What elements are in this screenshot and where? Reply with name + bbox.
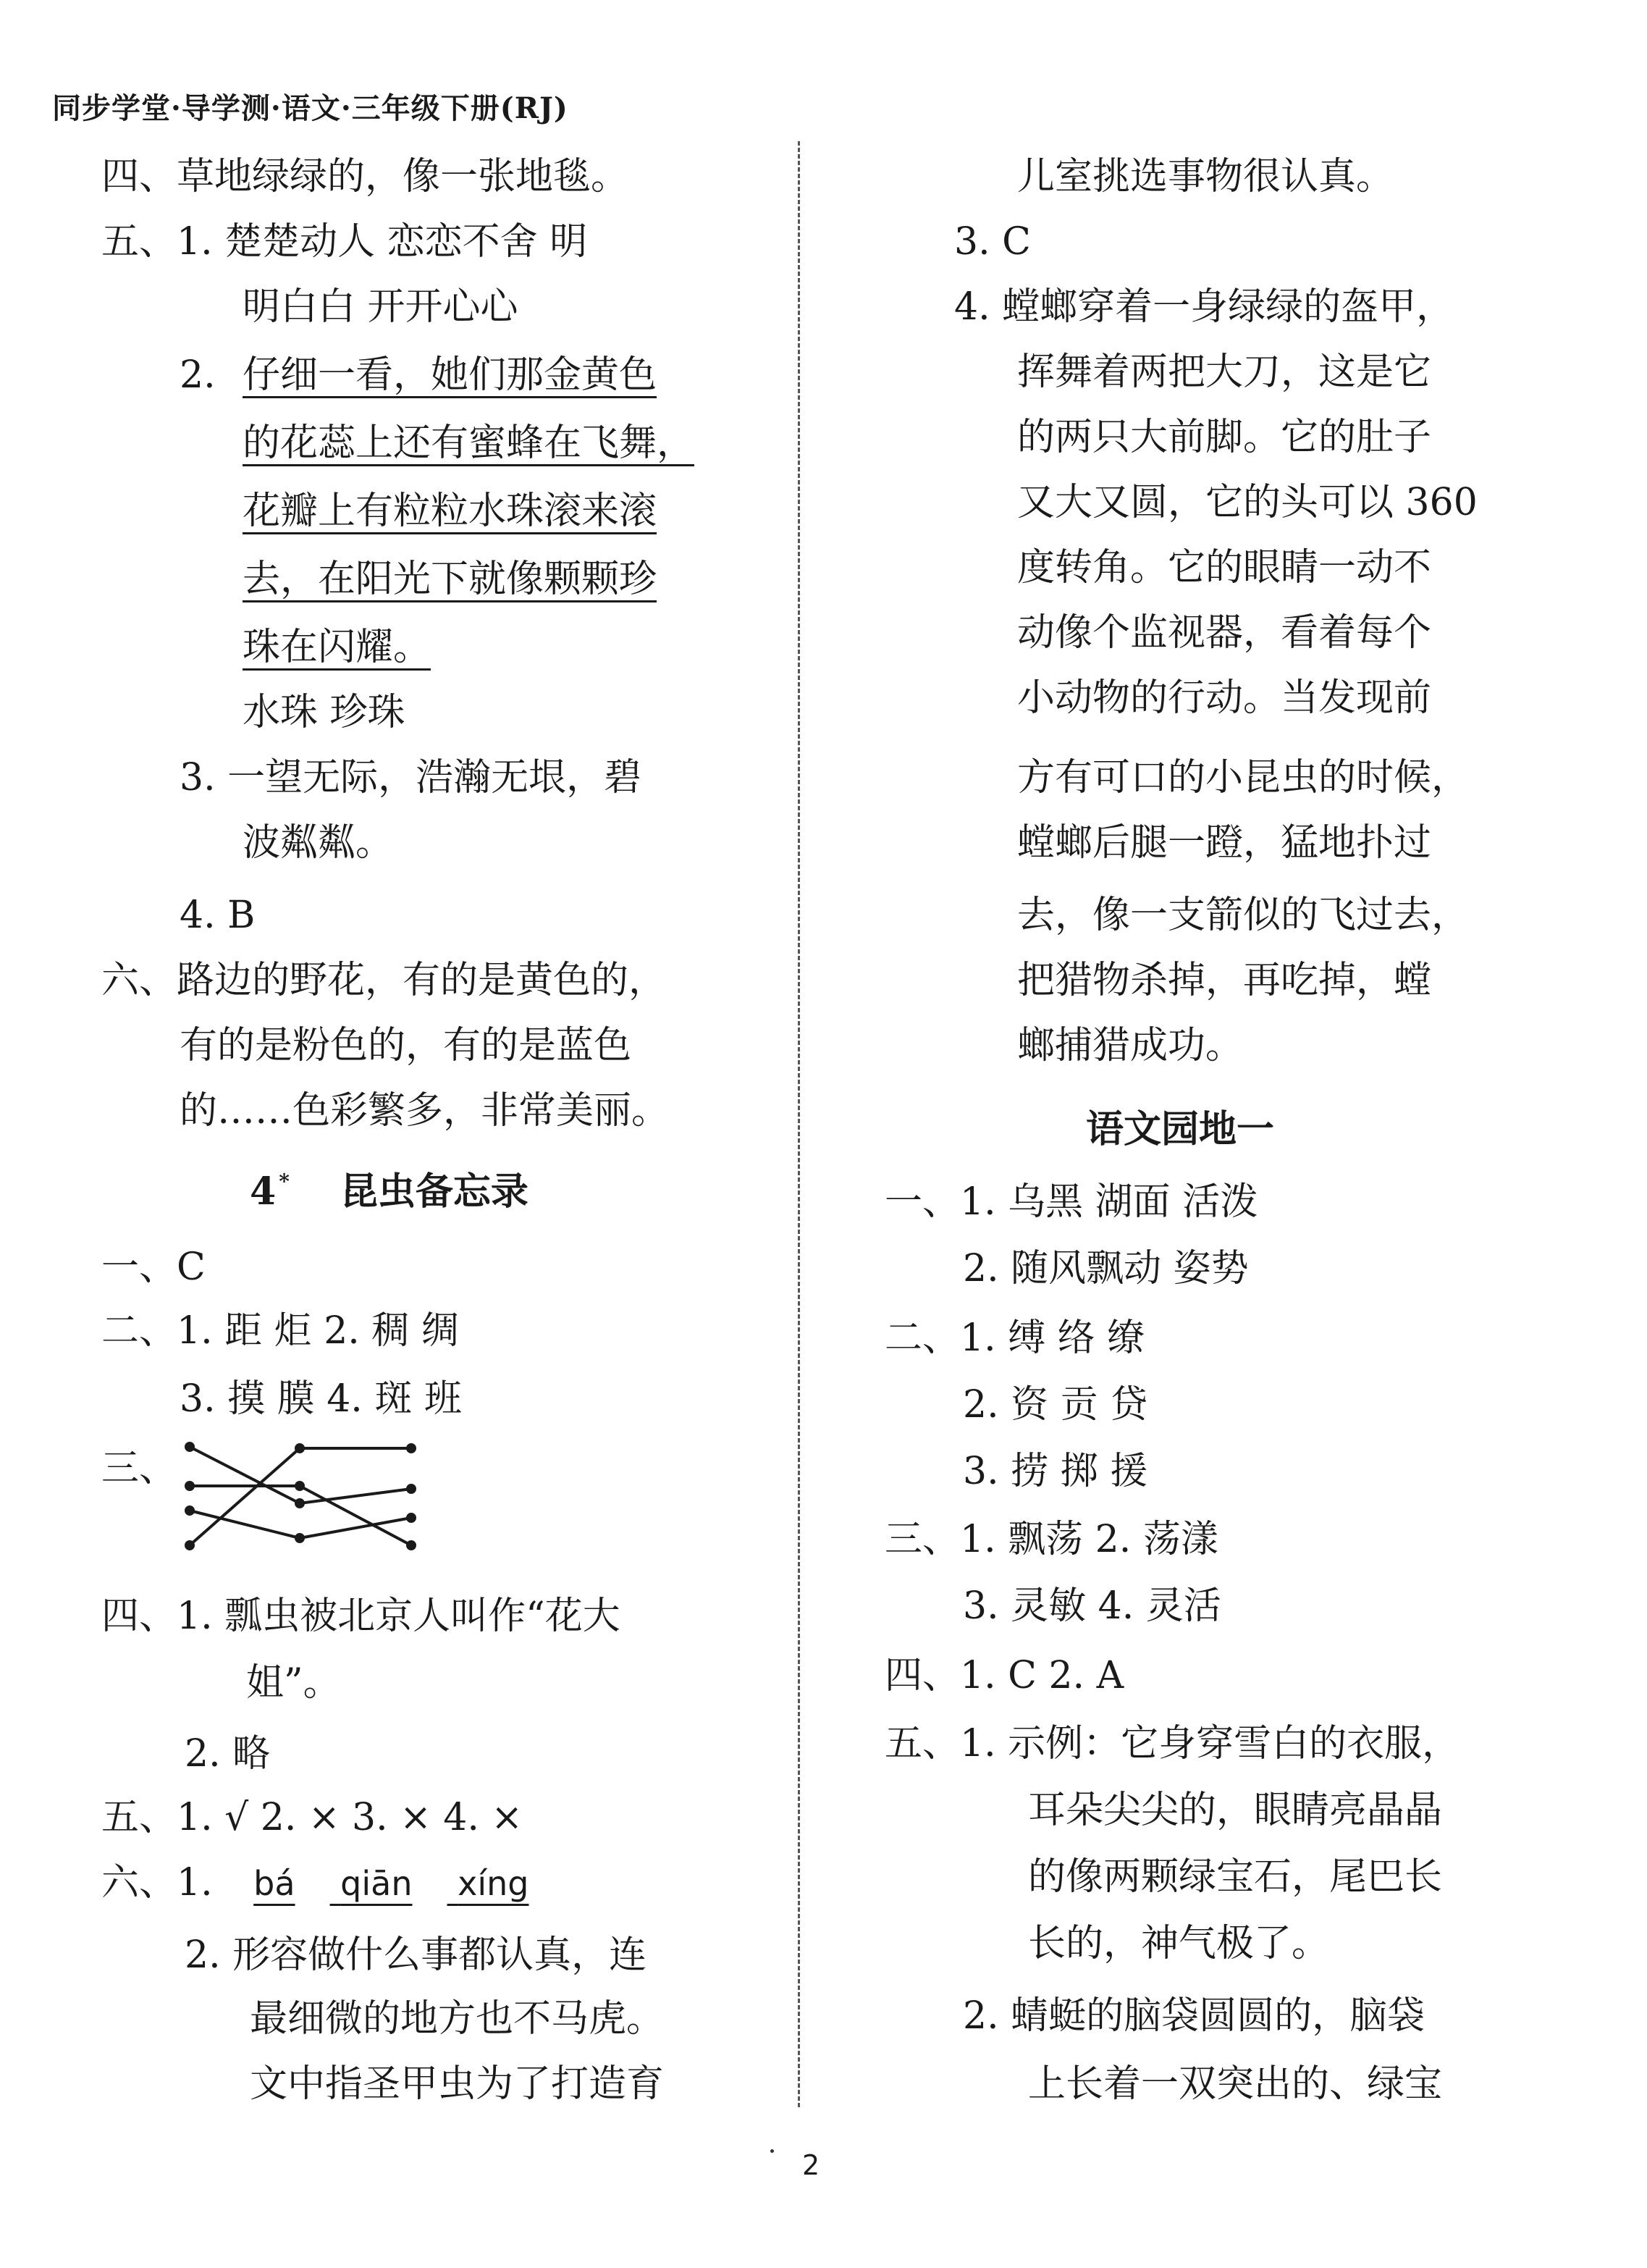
garden-2-1: 二、1. 缚 络 缭: [885, 1316, 1145, 1360]
match-dot: [408, 1445, 415, 1452]
answer-5-1: 五、1. 楚楚动人 恋恋不舍 明: [101, 220, 588, 264]
garden-5-1-cont: 长的，神气极了。: [1028, 1922, 1330, 1965]
match-dot: [296, 1500, 303, 1507]
garden-5-2-cont: 上长着一双突出的、绿宝: [1028, 2062, 1443, 2106]
answer-6-cont: 的……色彩繁多，非常美丽。: [180, 1089, 670, 1133]
right-answer-4-cont: 动像个监视器，看着每个: [1017, 611, 1432, 655]
match-dot: [408, 1485, 415, 1492]
answer-4: 四、草地绿绿的，像一张地毯。: [101, 155, 629, 198]
garden-4: 四、1. C 2. A: [885, 1654, 1124, 1697]
right-answer-4-cont: 又大又圆，它的头可以 360: [1017, 481, 1478, 524]
garden-1-2: 2. 随风飘动 姿势: [963, 1247, 1249, 1290]
lesson-name: 昆虫备忘录: [340, 1169, 528, 1214]
right-continuation: 儿室挑选事物很认真。: [1017, 155, 1394, 198]
q6-answer: [101, 1860, 528, 1907]
match-line: [190, 1447, 300, 1503]
match-dot: [186, 1542, 193, 1549]
garden-5-1: 五、1. 示例：它身穿雪白的衣服，: [885, 1722, 1460, 1765]
lesson-4-title: [250, 1169, 528, 1221]
pinyin-word: qiān: [340, 1864, 413, 1903]
garden-5-1-cont: 耳朵尖尖的，眼睛亮晶晶: [1028, 1789, 1443, 1832]
column-divider: [798, 141, 800, 2107]
answer-5-2-line: 去，在阳光下就像颗颗珍: [243, 558, 657, 601]
garden-2-2: 2. 资 贡 贷: [963, 1383, 1148, 1427]
decorative-dot: [770, 2149, 774, 2153]
match-dot: [408, 1514, 415, 1521]
answer-5-2-line: 花瓣上有粒粒水珠滚来滚: [243, 490, 657, 533]
pinyin-group: [253, 1864, 528, 1903]
answer-5-4: 4. B: [180, 894, 256, 937]
match-line: [190, 1511, 300, 1538]
right-answer-4: 4. 螳螂穿着一身绿绿的盔甲，: [954, 285, 1454, 329]
pinyin-word: bá: [253, 1864, 295, 1903]
match-dot: [186, 1482, 193, 1490]
right-answer-4-cont: 去，像一支箭似的飞过去，: [1017, 894, 1470, 937]
garden-2-3: 3. 捞 掷 援: [963, 1450, 1148, 1493]
answer-5-2-words: 水珠 珍珠: [243, 691, 405, 734]
q3-label: 三、: [101, 1447, 177, 1490]
right-answer-4-cont: 度转角。它的眼睛一动不: [1017, 546, 1432, 589]
match-dot: [296, 1445, 303, 1452]
answer-6-cont: 有的是粉色的，有的是蓝色: [180, 1024, 632, 1067]
right-answer-4-cont: 螂捕猎成功。: [1017, 1024, 1244, 1067]
answer-5-1-cont: 明白白 开开心心: [243, 285, 518, 329]
match-dot: [296, 1534, 303, 1542]
q4-answer-cont: 姐”。: [246, 1661, 341, 1705]
q6-prefix: 六、1.: [101, 1861, 213, 1904]
garden-5-2: 2. 蜻蜓的脑袋圆圆的，脑袋: [963, 1994, 1425, 2038]
q1-answer: 一、C: [101, 1246, 206, 1289]
q2-answer: 二、1. 距 炬 2. 稠 绸: [101, 1309, 459, 1353]
q6-2-answer-cont: 最细微的地方也不马虎。: [250, 1997, 665, 2041]
right-answer-4-cont: 的两只大前脚。它的肚子: [1017, 416, 1432, 459]
section-title: 语文园地一: [1086, 1107, 1275, 1151]
answer-6: 六、路边的野花，有的是黄色的，: [101, 959, 667, 1002]
right-answer-4-cont: 方有可口的小昆虫的时候，: [1017, 756, 1470, 799]
answer-5-2-line: 珠在闪耀。: [243, 626, 431, 669]
q2-answer-cont: 3. 摸 膜 4. 斑 班: [180, 1377, 462, 1421]
matching-diagram: [180, 1431, 426, 1576]
garden-5-1-cont: 的像两颗绿宝石，尾巴长: [1028, 1855, 1443, 1899]
answer-5-2-num: 2.: [180, 353, 216, 397]
page-number: 2: [802, 2149, 820, 2181]
match-dot: [408, 1542, 415, 1549]
right-answer-4-cont: 把猎物杀掉，再吃掉，螳: [1017, 959, 1432, 1002]
pinyin-word: xíng: [458, 1864, 529, 1903]
right-answer-4-cont: 挥舞着两把大刀，这是它: [1017, 350, 1432, 394]
q5-answer: 五、1. √ 2. × 3. × 4. ×: [101, 1796, 523, 1839]
right-answer-3: 3. C: [954, 220, 1031, 264]
answer-5-2-line: 仔细一看，她们那金黄色: [243, 353, 657, 397]
lesson-number: 4: [250, 1169, 277, 1214]
answer-5-2-line: 的花蕊上还有蜜蜂在飞舞，: [243, 421, 695, 465]
match-dot: [186, 1507, 193, 1514]
q4-answer: 四、1. 瓢虫被北京人叫作“花大: [101, 1595, 620, 1638]
answer-5-3-cont: 波粼粼。: [243, 821, 394, 865]
garden-1-1: 一、1. 乌黑 湖面 活泼: [885, 1180, 1258, 1224]
match-dot: [186, 1443, 193, 1450]
match-dot: [296, 1482, 303, 1490]
q6-2-answer: 2. 形容做什么事都认真，连: [185, 1933, 647, 1977]
garden-3-1: 三、1. 飘荡 2. 荡漾: [885, 1518, 1218, 1561]
q4-2-answer: 2. 略: [185, 1732, 271, 1776]
match-line: [190, 1448, 300, 1545]
right-answer-4-cont: 螳螂后腿一蹬，猛地扑过: [1017, 821, 1432, 865]
page-header: 同步学堂·导学测·语文·三年级下册(RJ): [52, 91, 568, 125]
q6-2-answer-cont: 文中指圣甲虫为了打造育: [250, 2062, 665, 2106]
answer-5-3: 3. 一望无际，浩瀚无垠，碧: [180, 756, 642, 799]
lesson-star: *: [279, 1169, 290, 1193]
garden-3-2: 3. 灵敏 4. 灵活: [963, 1584, 1221, 1628]
right-answer-4-cont: 小动物的行动。当发现前: [1017, 676, 1432, 720]
